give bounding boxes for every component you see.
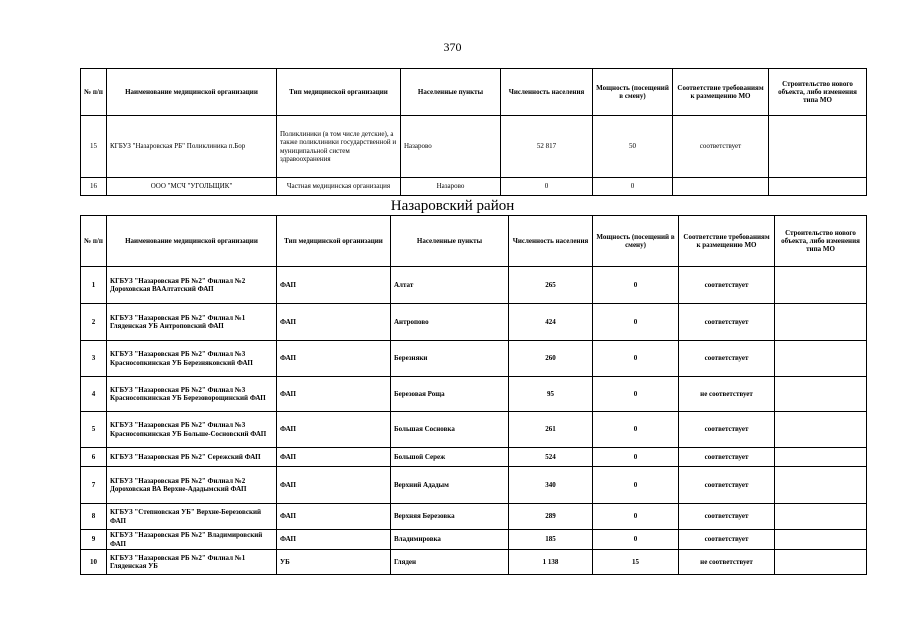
header-population: Численность населения <box>501 69 593 116</box>
cell-locality: Большая Сосновка <box>391 412 509 448</box>
cell-compliance: соответствует <box>679 530 775 550</box>
cell-construction <box>775 377 867 412</box>
header-type: Тип медицинской организации <box>277 69 401 116</box>
cell-population: 289 <box>509 504 593 530</box>
header-compliance: Соответствие требованиям к размещению МО <box>679 216 775 267</box>
cell-capacity: 0 <box>593 178 673 196</box>
cell-num: 7 <box>81 467 107 504</box>
cell-capacity: 50 <box>593 116 673 178</box>
cell-capacity: 0 <box>593 304 679 341</box>
cell-type: ФАП <box>277 448 391 467</box>
header-org: Наименование медицинской организации <box>107 69 277 116</box>
cell-org: КГБУЗ "Назаровская РБ №2" Сережский ФАП <box>107 448 277 467</box>
table-row <box>81 304 867 341</box>
cell-compliance: не соответствует <box>679 377 775 412</box>
cell-org: КГБУЗ "Назаровская РБ №2" Филиал №2 Дороховская ВААлтатский ФАП <box>107 267 277 304</box>
cell-locality: Березняки <box>391 341 509 377</box>
table-row <box>81 467 867 504</box>
cell-capacity: 0 <box>593 412 679 448</box>
cell-locality: Верхний Ададым <box>391 467 509 504</box>
header-construction: Строительство нового объекта, либо изменения типа МО <box>769 69 867 116</box>
cell-locality: Алтат <box>391 267 509 304</box>
cell-population: 0 <box>501 178 593 196</box>
cell-num: 16 <box>81 178 107 196</box>
cell-num: 6 <box>81 448 107 467</box>
cell-type: ФАП <box>277 304 391 341</box>
cell-capacity: 0 <box>593 504 679 530</box>
cell-compliance: соответствует <box>679 267 775 304</box>
cell-type: ФАП <box>277 467 391 504</box>
table-row <box>81 504 867 530</box>
table-row <box>81 341 867 377</box>
table-row <box>81 448 867 467</box>
cell-compliance: соответствует <box>679 304 775 341</box>
header-locality: Населенные пункты <box>401 69 501 116</box>
cell-org: КГБУЗ "Назаровская РБ №2" Филиал №1 Гляденская УБ <box>107 550 277 575</box>
header-compliance: Соответствие требованиям к размещению МО <box>673 69 769 116</box>
cell-compliance: соответствует <box>679 341 775 377</box>
cell-construction <box>775 448 867 467</box>
cell-num: 10 <box>81 550 107 575</box>
cell-locality: Большой Сереж <box>391 448 509 467</box>
cell-locality: Верхняя Березовка <box>391 504 509 530</box>
header-capacity: Мощность (посещений в смену) <box>593 216 679 267</box>
cell-construction <box>775 530 867 550</box>
cell-capacity: 0 <box>593 467 679 504</box>
cell-type: ФАП <box>277 341 391 377</box>
cell-population: 1 138 <box>509 550 593 575</box>
cell-locality: Гляден <box>391 550 509 575</box>
cell-type: ФАП <box>277 412 391 448</box>
header-population: Численность населения <box>509 216 593 267</box>
cell-construction <box>775 467 867 504</box>
table-row <box>81 116 867 178</box>
cell-population: 265 <box>509 267 593 304</box>
header-type: Тип медицинской организации <box>277 216 391 267</box>
cell-construction <box>775 504 867 530</box>
cell-num: 1 <box>81 267 107 304</box>
cell-num: 9 <box>81 530 107 550</box>
cell-capacity: 0 <box>593 448 679 467</box>
header-capacity: Мощность (посещений в смену) <box>593 69 673 116</box>
cell-capacity: 0 <box>593 341 679 377</box>
cell-compliance: соответствует <box>679 467 775 504</box>
cell-capacity: 0 <box>593 377 679 412</box>
facilities-table-top <box>80 68 867 196</box>
cell-num: 5 <box>81 412 107 448</box>
cell-org: КГБУЗ "Назаровская РБ" Поликлиника п.Бор <box>107 116 277 178</box>
facilities-table-district <box>80 215 867 575</box>
cell-type: ФАП <box>277 377 391 412</box>
cell-population: 261 <box>509 412 593 448</box>
cell-org: КГБУЗ "Назаровская РБ №2" Филиал №2 Дороховская ВА Верхне-Ададымский ФАП <box>107 467 277 504</box>
cell-type: ФАП <box>277 504 391 530</box>
cell-construction <box>769 178 867 196</box>
cell-org: КГБУЗ "Назаровская РБ №2" Филиал №3 Красносопкинская УБ Березняковский ФАП <box>107 341 277 377</box>
cell-num: 15 <box>81 116 107 178</box>
cell-construction <box>775 267 867 304</box>
cell-population: 185 <box>509 530 593 550</box>
cell-type: Частная медицинская организация <box>277 178 401 196</box>
page-number: 370 <box>443 40 462 54</box>
cell-locality: Владимировка <box>391 530 509 550</box>
cell-construction <box>775 550 867 575</box>
cell-org: КГБУЗ "Степновская УБ" Верхне-Березовский ФАП <box>107 504 277 530</box>
cell-capacity: 0 <box>593 267 679 304</box>
district-title: Назаровский район <box>390 198 515 214</box>
header-construction: Строительство нового объекта, либо изменения типа МО <box>775 216 867 267</box>
cell-capacity: 0 <box>593 530 679 550</box>
cell-locality: Березовая Роща <box>391 377 509 412</box>
cell-compliance: не соответствует <box>679 550 775 575</box>
cell-population: 52 817 <box>501 116 593 178</box>
cell-population: 340 <box>509 467 593 504</box>
cell-population: 524 <box>509 448 593 467</box>
cell-compliance: соответствует <box>673 116 769 178</box>
cell-locality: Назарово <box>401 116 501 178</box>
cell-type: Поликлиники (в том числе детские), а также поликлиники государственной и муниципальной систем здравоохранения <box>277 116 401 178</box>
cell-compliance: соответствует <box>679 504 775 530</box>
table-header-row <box>81 69 867 116</box>
cell-org: ООО "МСЧ "УГОЛЬЩИК" <box>107 178 277 196</box>
cell-type: ФАП <box>277 267 391 304</box>
table-row <box>81 267 867 304</box>
cell-compliance: соответствует <box>679 412 775 448</box>
header-locality: Населенные пункты <box>391 216 509 267</box>
cell-org: КГБУЗ "Назаровская РБ №2" Филиал №1 Гляденская УБ Антроповский ФАП <box>107 304 277 341</box>
cell-type: ФАП <box>277 530 391 550</box>
header-org: Наименование медицинской организации <box>107 216 277 267</box>
cell-type: УБ <box>277 550 391 575</box>
table-row <box>81 530 867 550</box>
cell-population: 95 <box>509 377 593 412</box>
cell-compliance <box>673 178 769 196</box>
table-row <box>81 550 867 575</box>
table-row <box>81 377 867 412</box>
table-header-row <box>81 216 867 267</box>
cell-construction <box>775 341 867 377</box>
cell-num: 2 <box>81 304 107 341</box>
cell-capacity: 15 <box>593 550 679 575</box>
cell-org: КГБУЗ "Назаровская РБ №2" Владимировский ФАП <box>107 530 277 550</box>
cell-population: 424 <box>509 304 593 341</box>
table-row <box>81 178 867 196</box>
cell-construction <box>769 116 867 178</box>
cell-locality: Антропово <box>391 304 509 341</box>
table-row <box>81 412 867 448</box>
cell-population: 260 <box>509 341 593 377</box>
cell-num: 8 <box>81 504 107 530</box>
cell-locality: Назарово <box>401 178 501 196</box>
cell-org: КГБУЗ "Назаровская РБ №2" Филиал №3 Красносопкинская УБ Березоворощинский ФАП <box>107 377 277 412</box>
cell-num: 3 <box>81 341 107 377</box>
cell-construction <box>775 412 867 448</box>
cell-construction <box>775 304 867 341</box>
cell-compliance: соответствует <box>679 448 775 467</box>
cell-org: КГБУЗ "Назаровская РБ №2" Филиал №3 Красносопкинская УБ Больше-Сосновский ФАП <box>107 412 277 448</box>
header-num: № п/п <box>81 69 107 116</box>
cell-num: 4 <box>81 377 107 412</box>
header-num: № п/п <box>81 216 107 267</box>
